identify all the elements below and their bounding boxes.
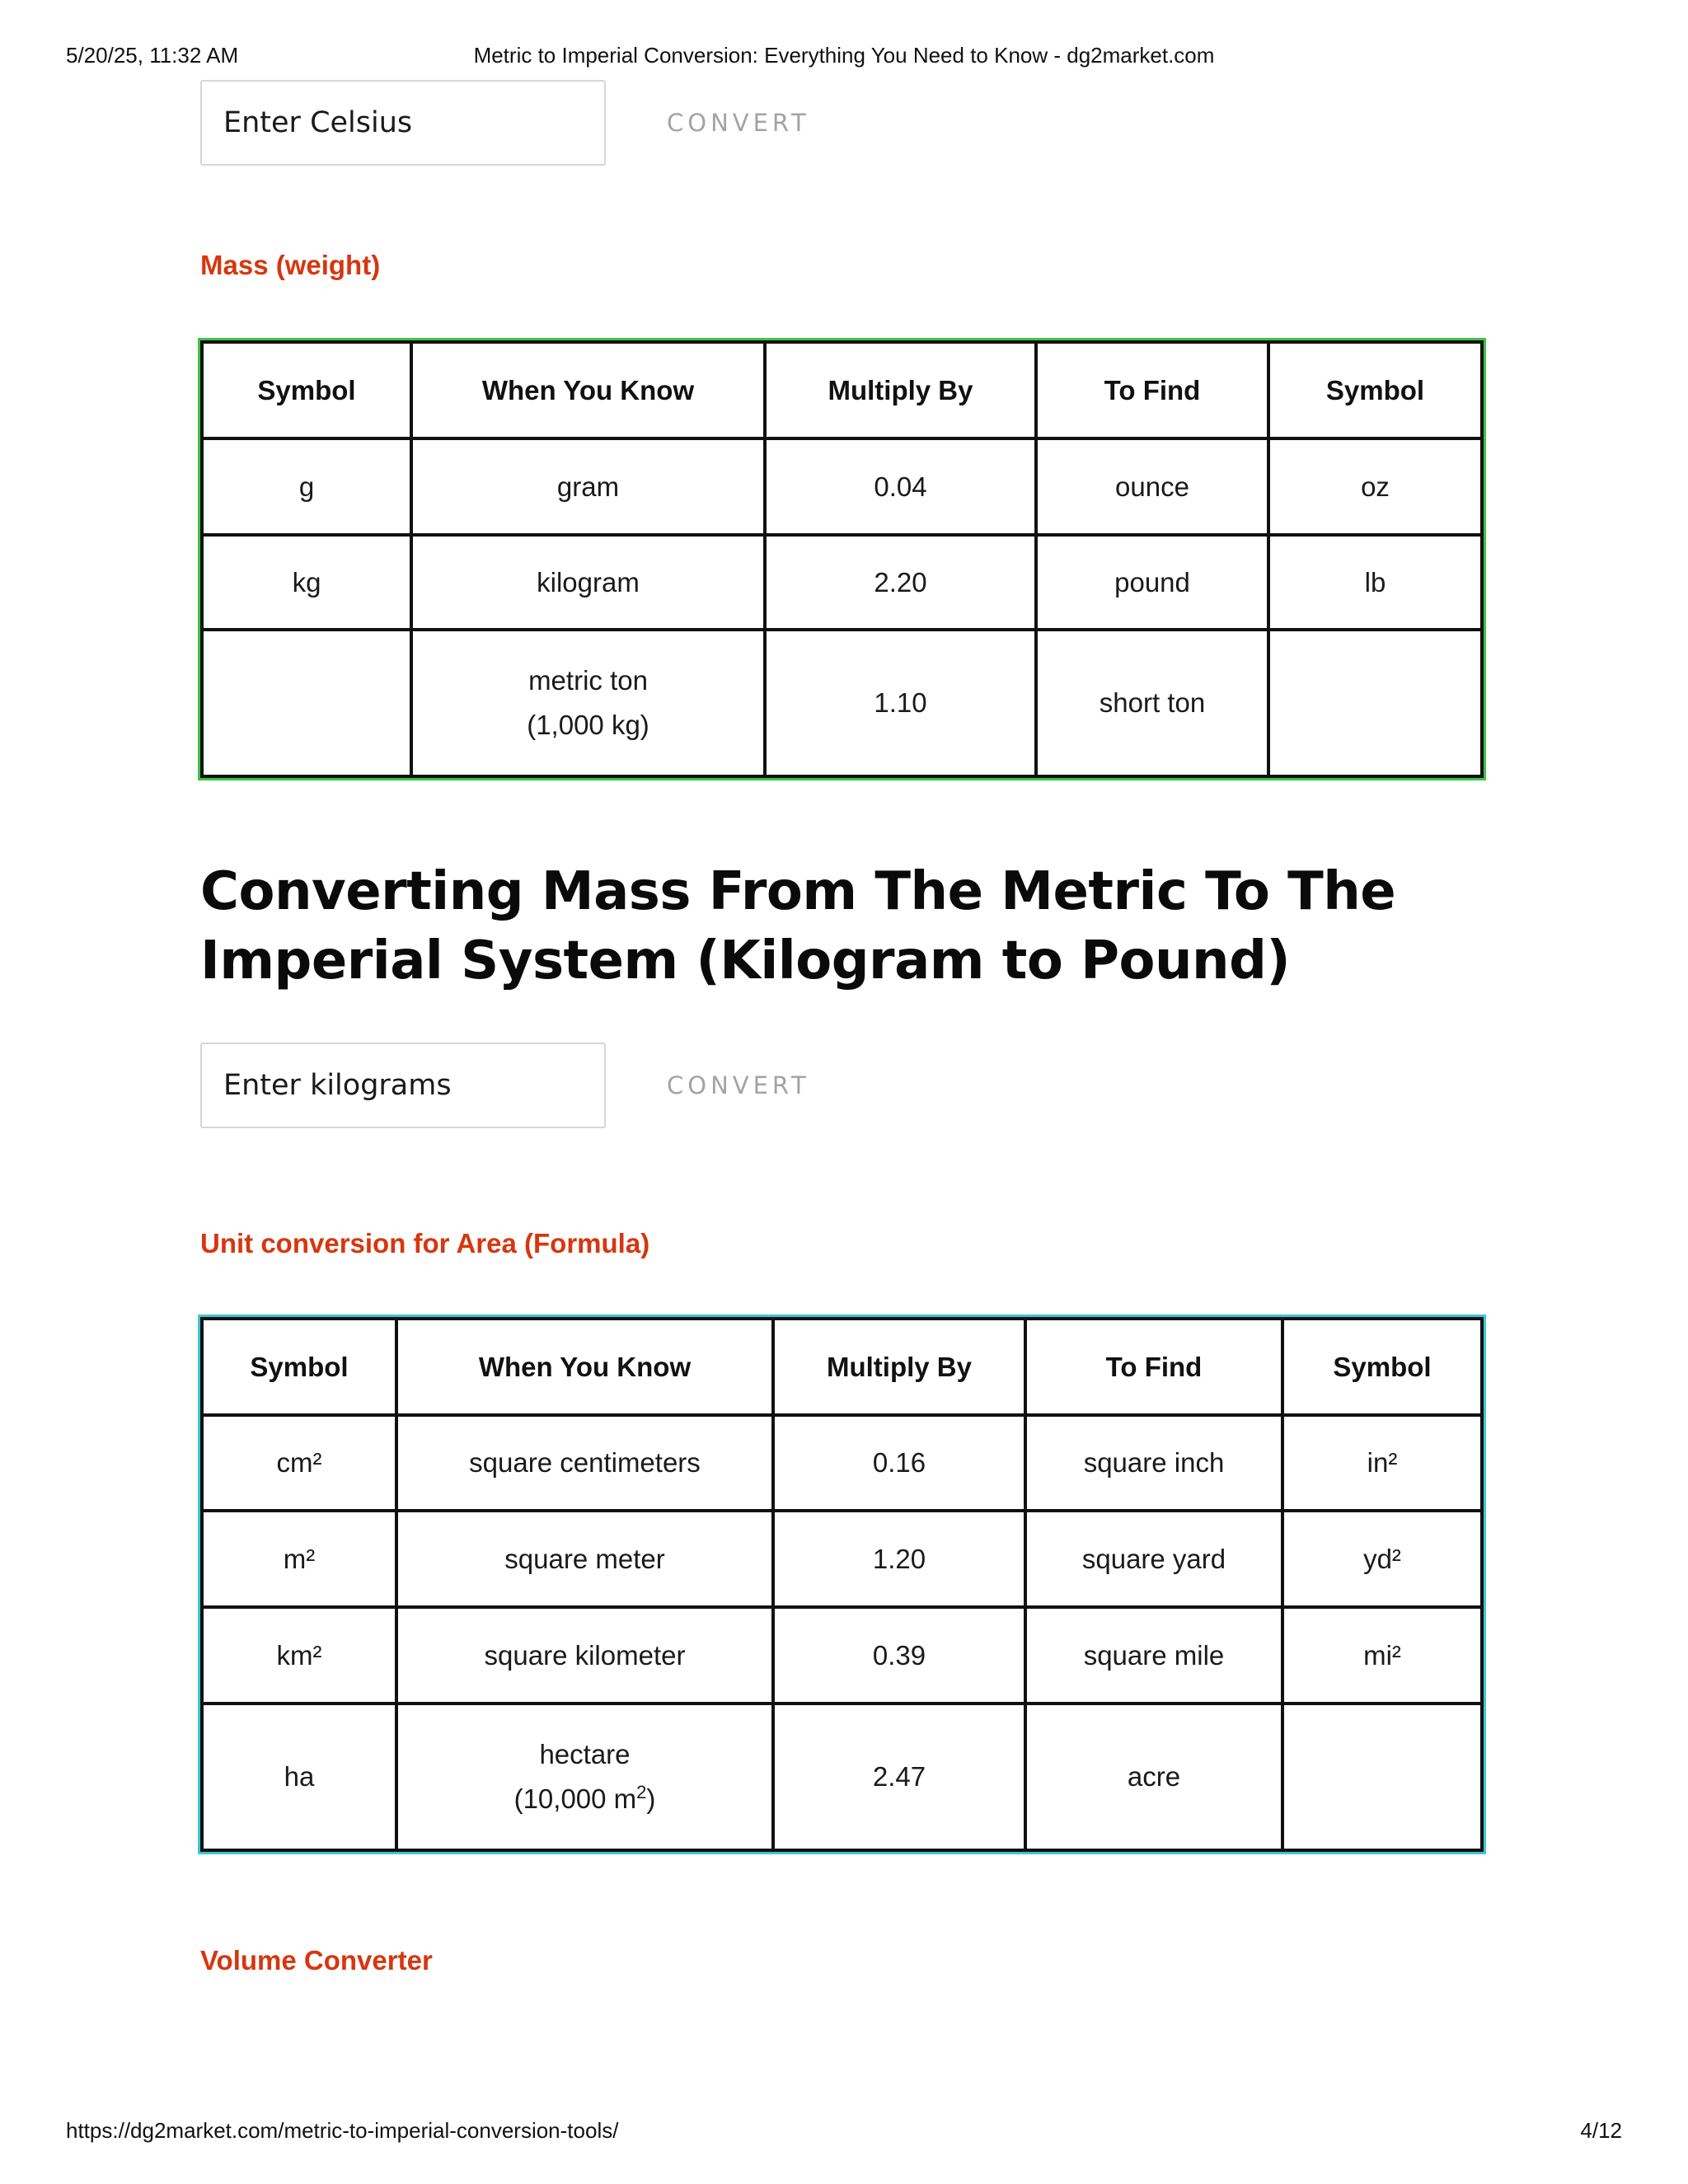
column-header-multiply-by: Multiply By [773, 1319, 1025, 1415]
print-datetime: 5/20/25, 11:32 AM [66, 43, 239, 68]
cell-when-you-know: square centimeters [396, 1415, 773, 1511]
print-header [66, 43, 1622, 73]
table-row [202, 1415, 1482, 1511]
mass-conversion-table [200, 340, 1484, 778]
print-page-number: 4/12 [1580, 2118, 1622, 2143]
cell-when-you-know: square kilometer [396, 1607, 773, 1704]
print-url: https://dg2market.com/metric-to-imperial-conversion-tools/ [66, 2118, 619, 2143]
cell-when-you-know: gram [411, 438, 765, 535]
table-header-row [202, 342, 1482, 438]
cell-symbol-result: lb [1268, 535, 1482, 630]
cell-when-you-know [396, 1704, 773, 1850]
cell-multiply-by: 1.10 [765, 630, 1036, 776]
cell-multiply-by: 2.20 [765, 535, 1036, 630]
cell-to-find: acre [1025, 1704, 1282, 1850]
cell-symbol-result: in² [1282, 1415, 1482, 1511]
column-header-symbol: Symbol [202, 342, 411, 438]
mass-conversion-heading: Converting Mass From The Metric To The Imperial System (Kilogram to Pound) [200, 861, 1396, 991]
print-footer [66, 2118, 1622, 2148]
column-header-symbol-result: Symbol [1282, 1319, 1482, 1415]
cell-to-find: square inch [1025, 1415, 1282, 1511]
table-row [202, 535, 1482, 630]
kilogram-converter [200, 1043, 860, 1130]
cell-to-find: square mile [1025, 1607, 1282, 1704]
kilogram-input[interactable] [200, 1043, 606, 1128]
cell-when-you-know [411, 630, 765, 776]
cell-symbol-result [1268, 630, 1482, 776]
celsius-convert-button[interactable]: CONVERT [667, 80, 817, 166]
cell-symbol: ha [202, 1704, 396, 1850]
column-header-when-you-know: When You Know [411, 342, 765, 438]
table-row [202, 1511, 1482, 1607]
cell-to-find: short ton [1036, 630, 1268, 776]
celsius-converter [200, 80, 860, 167]
cell-line [406, 1783, 763, 1815]
cell-line: hectare [539, 1739, 631, 1769]
cell-multiply-by: 0.16 [773, 1415, 1025, 1511]
column-header-to-find: To Find [1036, 342, 1268, 438]
kilogram-convert-button[interactable]: CONVERT [667, 1043, 817, 1128]
cell-symbol: cm² [202, 1415, 396, 1511]
cell-line-text: (10,000 m [513, 1783, 637, 1814]
column-header-when-you-know: When You Know [396, 1319, 773, 1415]
cell-multiply-by: 0.39 [773, 1607, 1025, 1704]
mass-section-label: Mass (weight) [200, 250, 381, 280]
cell-symbol-result: mi² [1282, 1607, 1482, 1704]
column-header-symbol: Symbol [202, 1319, 396, 1415]
cell-multiply-by: 1.20 [773, 1511, 1025, 1607]
cell-multiply-by: 2.47 [773, 1704, 1025, 1850]
cell-symbol: g [202, 438, 411, 535]
cell-when-you-know: square meter [396, 1511, 773, 1607]
volume-section-label: Volume Converter [200, 1945, 433, 1975]
area-section-label: Unit conversion for Area (Formula) [200, 1228, 650, 1258]
cell-symbol: kg [202, 535, 411, 630]
cell-symbol-result: yd² [1282, 1511, 1482, 1607]
cell-multiply-by: 0.04 [765, 438, 1036, 535]
celsius-input[interactable] [200, 80, 606, 166]
cell-line-text: ) [646, 1783, 656, 1814]
cell-symbol: m² [202, 1511, 396, 1607]
column-header-to-find: To Find [1025, 1319, 1282, 1415]
cell-symbol [202, 630, 411, 776]
print-page-title: Metric to Imperial Conversion: Everything You Need to Know - dg2market.com [473, 43, 1215, 68]
table-row [202, 438, 1482, 535]
table-row [202, 1607, 1482, 1704]
area-conversion-table [200, 1317, 1484, 1852]
column-header-symbol-result: Symbol [1268, 342, 1482, 438]
cell-symbol: km² [202, 1607, 396, 1704]
table-row [202, 630, 1482, 776]
superscript: 2 [636, 1782, 647, 1802]
cell-to-find: ounce [1036, 438, 1268, 535]
cell-when-you-know: kilogram [411, 535, 765, 630]
cell-symbol-result [1282, 1704, 1482, 1850]
table-header-row [202, 1319, 1482, 1415]
cell-to-find: pound [1036, 535, 1268, 630]
column-header-multiply-by: Multiply By [765, 342, 1036, 438]
table-row [202, 1704, 1482, 1850]
cell-symbol-result: oz [1268, 438, 1482, 535]
cell-to-find: square yard [1025, 1511, 1282, 1607]
cell-line: metric ton [528, 665, 648, 696]
cell-line: (1,000 kg) [527, 710, 649, 740]
